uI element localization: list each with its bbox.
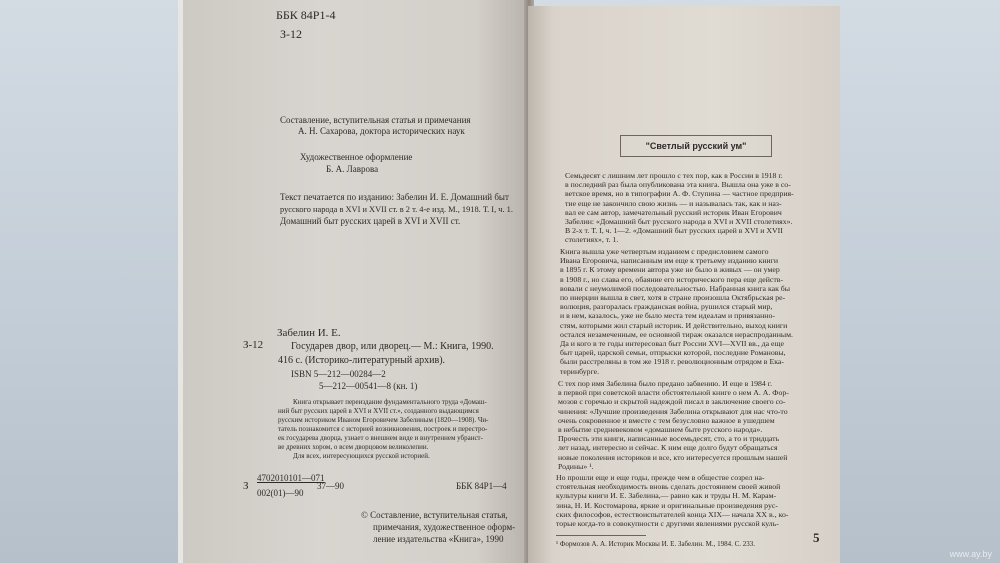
text-line: зина, Н. И. Костомарова, яркие и оригинальные произведения рус-: [556, 500, 778, 510]
text-line: Ивана Егоровича, написанным им еще к третьему изданию книги: [560, 256, 779, 266]
paragraph-4: [556, 473, 788, 528]
annotation-line-3: русским историком Иваном Егоровичем Забелиным (1820—1908). Чи-: [278, 416, 489, 424]
footnote-rule: [556, 535, 646, 536]
code-top: З-12: [280, 27, 303, 41]
copyright-line-1: © Составление, вступительная статья,: [361, 510, 508, 520]
text-line: стоятельная необходимость вновь сделать достоянием своей живой: [556, 482, 781, 492]
text-line: Книга вышла уже четвертым изданием с предисловием самого: [560, 247, 769, 256]
text-line: в 1908 г., но слава его, обаяние его исторического пера еще действ-: [560, 274, 784, 284]
left-page: [183, 0, 528, 563]
text-line: Забелин: «Домашний быт русского народа в XVI и XVII столетиях».: [565, 217, 793, 227]
text-line: ских философов, естествоиспытателей конца XIX— начала XX в., ко-: [556, 509, 789, 519]
text-line: в небытие средневековом «домашнем быте русского народа».: [558, 425, 763, 435]
page-number: 5: [813, 530, 820, 545]
author: Забелин И. Е.: [277, 327, 341, 339]
annotation-line-4: татель познакомится с историей возникновения, построек и перестро-: [278, 425, 488, 433]
isbn-line-1: ISBN 5—212—00284—2: [291, 369, 386, 379]
index-number: 37—90: [317, 481, 344, 491]
text-line: лет назад, интересно и сейчас. К ним еще долго будут обращаться: [558, 443, 778, 453]
source-line-2: русского народа в XVI и XVII ст. в 2 т. 4-е изд. М., 1918. Т. I, ч. 1.: [280, 205, 513, 214]
text-line: волюция, разгоралась гражданская война, рушился старый мир,: [560, 302, 773, 312]
text-line: столетиях», т. 1.: [565, 235, 619, 245]
art-line-2: Б. А. Лаврова: [326, 164, 379, 174]
text-line: по инерции вышла в свет, хотя в стране произошла Октябрьская ре-: [560, 293, 786, 303]
text-line: культуры книги И. Е. Забелина,— равно как и труды Н. М. Карам-: [556, 491, 777, 501]
art-line-1: Художественное оформление: [300, 152, 413, 162]
text-line: торые когда-то в совокупности с другими явлениями русской куль-: [556, 519, 779, 529]
copyright-line-2: примечания, художественное оформ-: [373, 522, 516, 532]
text-line: Но прошли еще и еще годы, прежде чем в обществе созрел на-: [556, 473, 765, 482]
text-line: чинения: «Лучшие произведения Забелина открывают для нас что-то: [558, 406, 788, 416]
footnote: ¹ Формозов А. А. Историк Москвы И. Е. Забелин. М., 1984. С. 233.: [556, 540, 756, 548]
text-line: в 1895 г. К этому времени автора уже не было в живых — он умер: [560, 265, 780, 275]
paragraph-2: [560, 247, 793, 376]
source-line-3: Домашний быт русских царей в XVI и XVII ст.: [280, 216, 461, 226]
bbk-top: ББК 84Р1-4: [276, 8, 336, 22]
section-heading: "Светлый русский ум": [620, 135, 772, 157]
text-line: в последний раз была опубликована эта книга. Вышла она уже в со-: [565, 180, 791, 190]
text-line: остался незамеченным, ее основной тираж оказался нераспроданным.: [560, 329, 794, 339]
bib-line-2: 416 с. (Историко-литературный архив).: [278, 355, 446, 366]
annotation-line-6: ве древних хором, о всем дворцовом великолепии.: [278, 443, 429, 451]
text-line: вал ее сам автор, замечательный русский историк Иван Егорович: [565, 207, 782, 217]
text-line: тие еще не закончило свою жизнь — и называлась так, как и наз-: [565, 198, 782, 208]
text-line: новые поколения историков и все, кто интересуется прошлым нашей: [558, 452, 788, 462]
text-line: были расстреляны в том же 1918 г. революционным отрядом в Ека-: [560, 357, 784, 367]
text-line: ветское время, но в типографии А. Ф. Ступина — частное предприя-: [565, 189, 794, 199]
paragraph-1: [565, 171, 794, 245]
credits-line-2: А. Н. Сахарова, доктора исторических наук: [298, 126, 465, 136]
index-letter: З: [243, 480, 249, 492]
code-side: З-12: [243, 339, 264, 351]
text-line: в первой при советской власти обстоятельной книге о нем А. А. Фор-: [558, 388, 789, 398]
annotation-line-7: Для всех, интересующихся русской историей.: [293, 452, 430, 460]
text-line: В 2-х т. Т. I, ч. 1—2. «Домашний быт русских царей в XVI и XVII: [565, 226, 783, 236]
text-line: мозов с горечью и скрытой надеждой писал в заключение своего со-: [558, 397, 786, 407]
isbn-line-2: 5—212—00541—8 (кн. 1): [319, 381, 418, 391]
annotation-line-1: Книга открывает переиздание фундаментального труда «Домаш-: [293, 398, 487, 406]
annotation-line-2: ний быт русских царей в XVI и XVII ст.», созданного выдающимся: [278, 407, 479, 415]
watermark: www.ay.by: [949, 549, 992, 559]
index-line-1: 4702010101—071: [257, 473, 325, 483]
copyright-line-3: ление издательства «Книга», 1990: [373, 534, 504, 544]
text-line: теринбурге.: [560, 366, 600, 376]
text-line: С тех пор имя Забелина было предано забвению. И еще в 1984 г.: [558, 379, 773, 388]
index-line-2: 002(01)—90: [257, 488, 304, 498]
annotation-line-5: ек государева дворца, узнает о внешнем виде и внутреннем убранст-: [278, 434, 483, 442]
text-line: Семьдесят с лишним лет прошло с тех пор, как в России в 1918 г.: [565, 171, 783, 180]
text-line: очень сокровенное и вместе с тем безусловно важное в ушедшем: [558, 415, 775, 425]
text-line: стям, которыми жил старый историк. И действительно, выход книги: [560, 320, 788, 330]
text-line: Да и кого в те годы интересовал быт России XVI—XVII вв., да еще: [560, 339, 784, 349]
bbk-bottom: ББК 84Р1—4: [456, 481, 507, 491]
text-line: Прочесть эти книги, написанные восемьдесят, сто, а то и тридцать: [558, 434, 780, 444]
text-line: быт царей, царской семьи, отпрыски которой, последние Романовы,: [560, 348, 786, 358]
bib-line-1: Государев двор, или дворец.— М.: Книга, 1990.: [291, 341, 494, 352]
source-line-1: Текст печатается по изданию: Забелин И. Е. Домашний быт: [280, 192, 509, 202]
text-line: Родины» ¹.: [558, 461, 594, 471]
text-line: и в нем, казалось, уже не было места тем идеалам и привязанно-: [560, 311, 775, 321]
text-line: вовали с неумолимой последовательностью. Набранная книга как бы: [560, 283, 791, 293]
credits-line-1: Составление, вступительная статья и примечания: [280, 115, 471, 125]
paragraph-3: [558, 379, 789, 471]
